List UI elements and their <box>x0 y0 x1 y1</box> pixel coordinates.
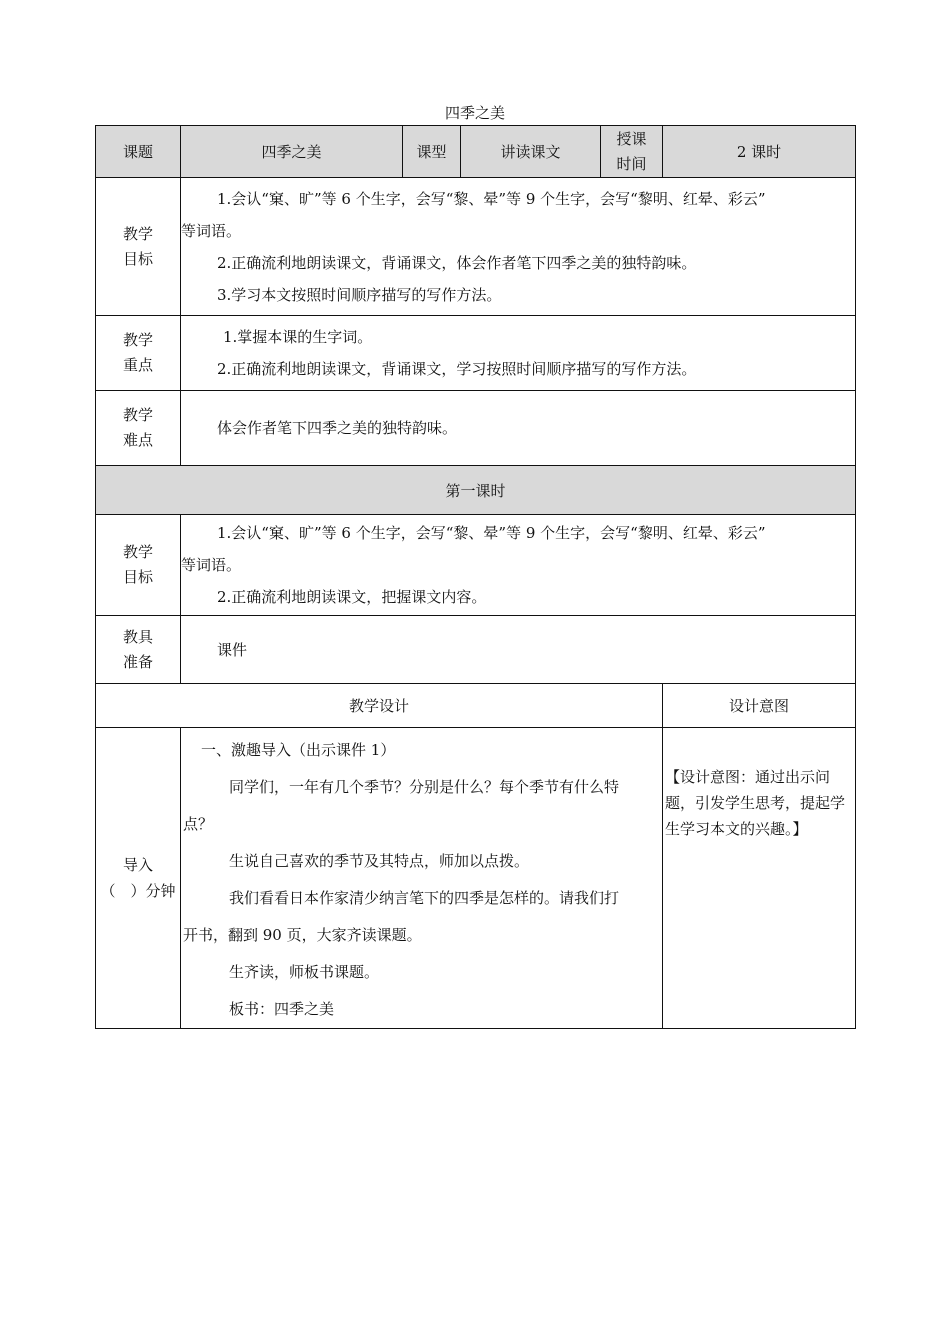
materials-label <box>96 616 181 684</box>
key-points-label-line2: 重点 <box>122 356 153 374</box>
time-label-line1: 授课 <box>616 129 647 148</box>
lesson1-goals-line1-cont: 等词语。 <box>181 556 242 574</box>
lesson1-goals-line1: 1.会认“窠、旷”等 6 个生字，会写“黎、晕”等 9 个生字，会写“黎明、红晕、彩云” <box>217 524 766 542</box>
materials-value: 课件 <box>217 640 248 659</box>
goals-line3: 3.学习本文按照时间顺序描写的写作方法。 <box>217 285 502 304</box>
lesson1-goals-label-line2: 目标 <box>122 568 153 586</box>
materials-row <box>96 616 856 684</box>
goals-line1: 1.会认“窠、旷”等 6 个生字，会写“黎、晕”等 9 个生字，会写“黎明、红晕、彩云” <box>217 189 766 208</box>
intro-label <box>96 728 181 1029</box>
goals-label-line1: 教学 <box>122 224 153 243</box>
time-label <box>601 126 663 178</box>
intro-p4-cont: 开书，翻到 90 页，大家齐读课题。 <box>183 926 422 944</box>
difficulties-label <box>96 391 181 466</box>
intro-p4: 我们看看日本作家清少纳言笔下的四季是怎样的。请我们打 <box>229 889 620 907</box>
lesson1-goals-row <box>96 515 856 616</box>
time-label-line2: 时间 <box>616 154 647 173</box>
document-title: 四季之美 <box>444 104 505 122</box>
key-points-line2: 2.正确流利地朗读课文，背诵课文，学习按照时间顺序描写的写作方法。 <box>217 360 697 378</box>
type-value: 讲读课文 <box>461 126 601 178</box>
lesson-plan-table <box>95 125 856 1029</box>
intro-p1: 一、激趣导入（出示课件 1） <box>201 741 396 759</box>
intro-design <box>181 728 663 1029</box>
key-points-content <box>181 316 856 391</box>
header-row <box>96 126 856 178</box>
topic-label: 课题 <box>96 126 181 178</box>
section-row <box>96 466 856 515</box>
intro-intent: 【设计意图：通过出示问题，引发学生思考，提起学生学习本文的兴趣。】 <box>663 728 856 1029</box>
intro-p2-cont: 点？ <box>183 815 214 833</box>
intro-label-line2: （ ）分钟 <box>100 882 176 900</box>
difficulties-label-line2: 难点 <box>122 431 153 449</box>
goals-content <box>181 178 856 316</box>
difficulties-row <box>96 391 856 466</box>
difficulties-label-line1: 教学 <box>122 406 153 424</box>
intro-label-line1: 导入 <box>122 856 153 874</box>
lesson1-goals-label <box>96 515 181 616</box>
goals-label-line2: 目标 <box>122 249 153 268</box>
intro-p5: 生齐读，师板书课题。 <box>229 963 380 981</box>
time-value: 2 课时 <box>663 126 856 178</box>
materials-label-line1: 教具 <box>122 627 153 646</box>
intro-row <box>96 728 856 1029</box>
intro-p2: 同学们，一年有几个季节？分别是什么？每个季节有什么特 <box>229 778 620 796</box>
goals-label <box>96 178 181 316</box>
design-header-left: 教学设计 <box>96 684 663 728</box>
key-points-line1: 1.掌握本课的生字词。 <box>223 328 373 346</box>
design-header-right: 设计意图 <box>663 684 856 728</box>
materials-label-line2: 准备 <box>122 652 153 671</box>
lesson1-goals-content <box>181 515 856 616</box>
key-points-label-line1: 教学 <box>122 331 153 349</box>
topic-value: 四季之美 <box>181 126 403 178</box>
key-points-label <box>96 316 181 391</box>
goals-row <box>96 178 856 316</box>
section-title: 第一课时 <box>96 466 856 515</box>
difficulties-line1: 体会作者笔下四季之美的独特韵味。 <box>217 419 458 437</box>
goals-line1-cont: 等词语。 <box>181 221 242 240</box>
goals-line2: 2.正确流利地朗读课文，背诵课文，体会作者笔下四季之美的独特韵味。 <box>217 253 697 272</box>
design-header-row <box>96 684 856 728</box>
intro-p6: 板书：四季之美 <box>229 1000 335 1018</box>
lesson1-goals-label-line1: 教学 <box>122 543 153 561</box>
difficulties-content <box>181 391 856 466</box>
intro-p3: 生说自己喜欢的季节及其特点，师加以点拨。 <box>229 852 530 870</box>
materials-content <box>181 616 856 684</box>
key-points-row <box>96 316 856 391</box>
type-label: 课型 <box>403 126 461 178</box>
lesson1-goals-line2: 2.正确流利地朗读课文，把握课文内容。 <box>217 588 487 606</box>
